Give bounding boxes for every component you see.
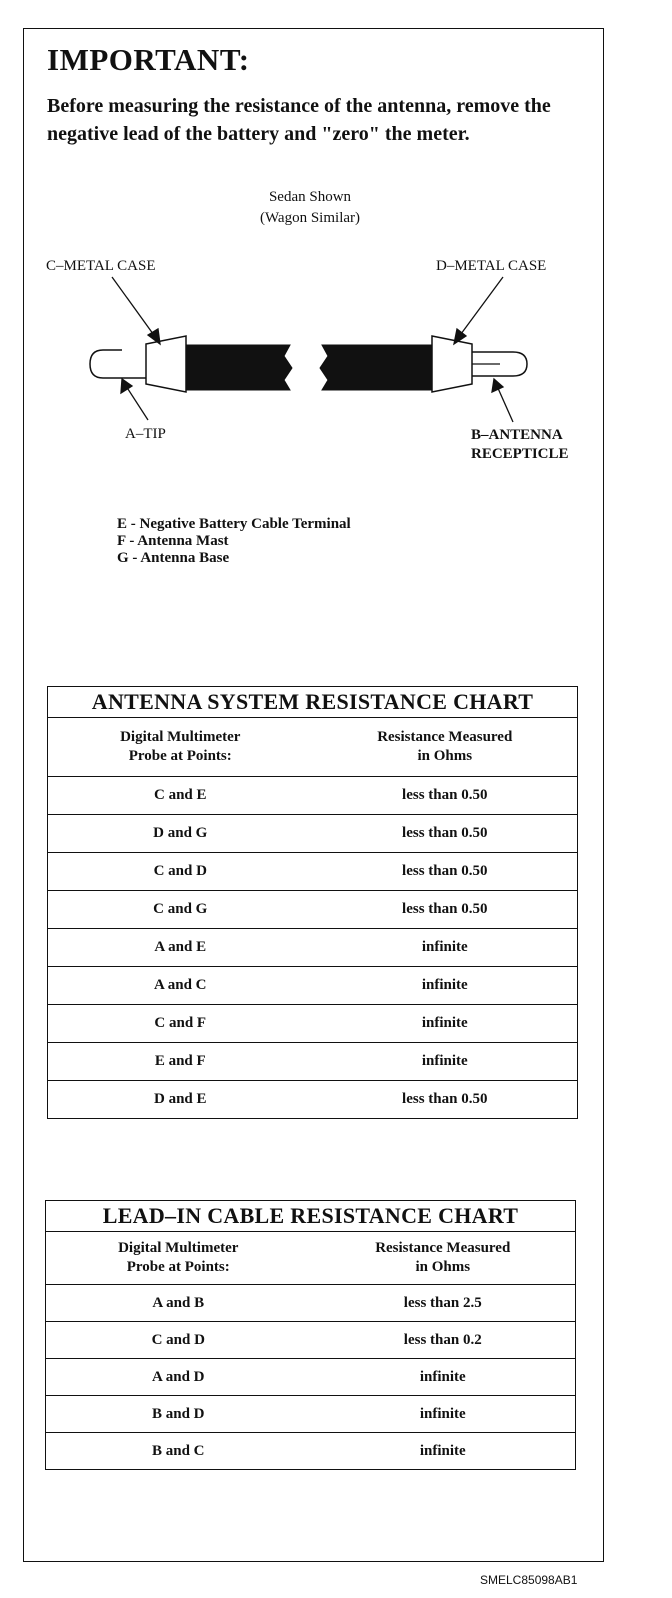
probe-points-cell: A and E [48, 929, 313, 967]
probe-points-cell: B and D [46, 1396, 311, 1433]
resistance-value-cell: less than 0.50 [313, 853, 578, 891]
table-row [46, 1396, 576, 1433]
table-row [48, 967, 578, 1005]
table-row [48, 1081, 578, 1119]
arrow-b-line [497, 386, 513, 422]
probe-points-cell: E and F [48, 1043, 313, 1081]
legend-item-g: G - Antenna Base [117, 550, 230, 566]
probe-points-cell: C and D [48, 853, 313, 891]
resistance-value-cell: less than 2.5 [311, 1285, 576, 1322]
probe-points-cell: A and B [46, 1285, 311, 1322]
chart-title: ANTENNA SYSTEM RESISTANCE CHART [48, 687, 578, 718]
diagram-caption-line2: (Wagon Similar) [259, 210, 361, 226]
label-a-tip: A–TIP [125, 426, 166, 442]
probe-points-cell: B and C [46, 1433, 311, 1470]
table-row [48, 853, 578, 891]
left-metal-case [146, 336, 186, 392]
left-tip-shape [90, 350, 146, 378]
resistance-value-cell: less than 0.50 [313, 1081, 578, 1119]
important-text: Before measuring the resistance of the antenna, remove the negative lead of the battery and "zero" the meter. [47, 95, 551, 145]
diagram-caption-line1: Sedan Shown [268, 189, 352, 205]
table-row [48, 1043, 578, 1081]
legend [117, 516, 351, 567]
table-row [48, 777, 578, 815]
column-header-resistance: Resistance Measured in Ohms [311, 1232, 576, 1285]
chart-title: LEAD–IN CABLE RESISTANCE CHART [46, 1201, 576, 1232]
arrow-a-line [126, 386, 148, 420]
resistance-value-cell: less than 0.50 [313, 777, 578, 815]
resistance-value-cell: infinite [311, 1433, 576, 1470]
label-b-recepticle: RECEPTICLE [471, 446, 569, 462]
table-row [48, 1005, 578, 1043]
probe-points-cell: C and G [48, 891, 313, 929]
table-row [46, 1285, 576, 1322]
arrow-a-head [121, 379, 132, 393]
right-metal-case [432, 336, 472, 392]
table-row [48, 929, 578, 967]
label-b-antenna: B–ANTENNA [471, 427, 563, 443]
resistance-value-cell: infinite [313, 929, 578, 967]
resistance-value-cell: infinite [313, 1005, 578, 1043]
table-row [48, 815, 578, 853]
column-header-points: Digital Multimeter Probe at Points: [46, 1232, 311, 1285]
antenna-cable-diagram [0, 0, 672, 500]
probe-points-cell: C and F [48, 1005, 313, 1043]
important-title: IMPORTANT: [47, 42, 250, 77]
legend-item-e: E - Negative Battery Cable Terminal [117, 516, 351, 532]
left-cable-body [186, 345, 292, 390]
resistance-value-cell: infinite [313, 967, 578, 1005]
label-c-metal-case: C–METAL CASE [46, 258, 156, 274]
column-header-resistance: Resistance Measured in Ohms [313, 718, 578, 777]
resistance-value-cell: less than 0.50 [313, 815, 578, 853]
resistance-value-cell: less than 0.50 [313, 891, 578, 929]
right-cable-body [320, 345, 432, 390]
resistance-value-cell: infinite [313, 1043, 578, 1081]
table-row [48, 891, 578, 929]
column-header-points: Digital Multimeter Probe at Points: [48, 718, 313, 777]
legend-item-f: F - Antenna Mast [117, 533, 229, 549]
table-row [46, 1322, 576, 1359]
probe-points-cell: D and E [48, 1081, 313, 1119]
arrow-b-head [492, 379, 503, 392]
figure-id: SMELC85098AB1 [480, 1573, 578, 1587]
arrow-c-line [112, 277, 156, 338]
antenna-system-resistance-chart [47, 686, 578, 1119]
table-row [46, 1359, 576, 1396]
probe-points-cell: A and D [46, 1359, 311, 1396]
probe-points-cell: C and D [46, 1322, 311, 1359]
arrow-d-line [458, 277, 503, 338]
resistance-value-cell: less than 0.2 [311, 1322, 576, 1359]
probe-points-cell: C and E [48, 777, 313, 815]
label-d-metal-case: D–METAL CASE [436, 258, 547, 274]
probe-points-cell: A and C [48, 967, 313, 1005]
resistance-value-cell: infinite [311, 1359, 576, 1396]
probe-points-cell: D and G [48, 815, 313, 853]
lead-in-cable-resistance-chart [45, 1200, 576, 1470]
resistance-value-cell: infinite [311, 1396, 576, 1433]
table-row [46, 1433, 576, 1470]
